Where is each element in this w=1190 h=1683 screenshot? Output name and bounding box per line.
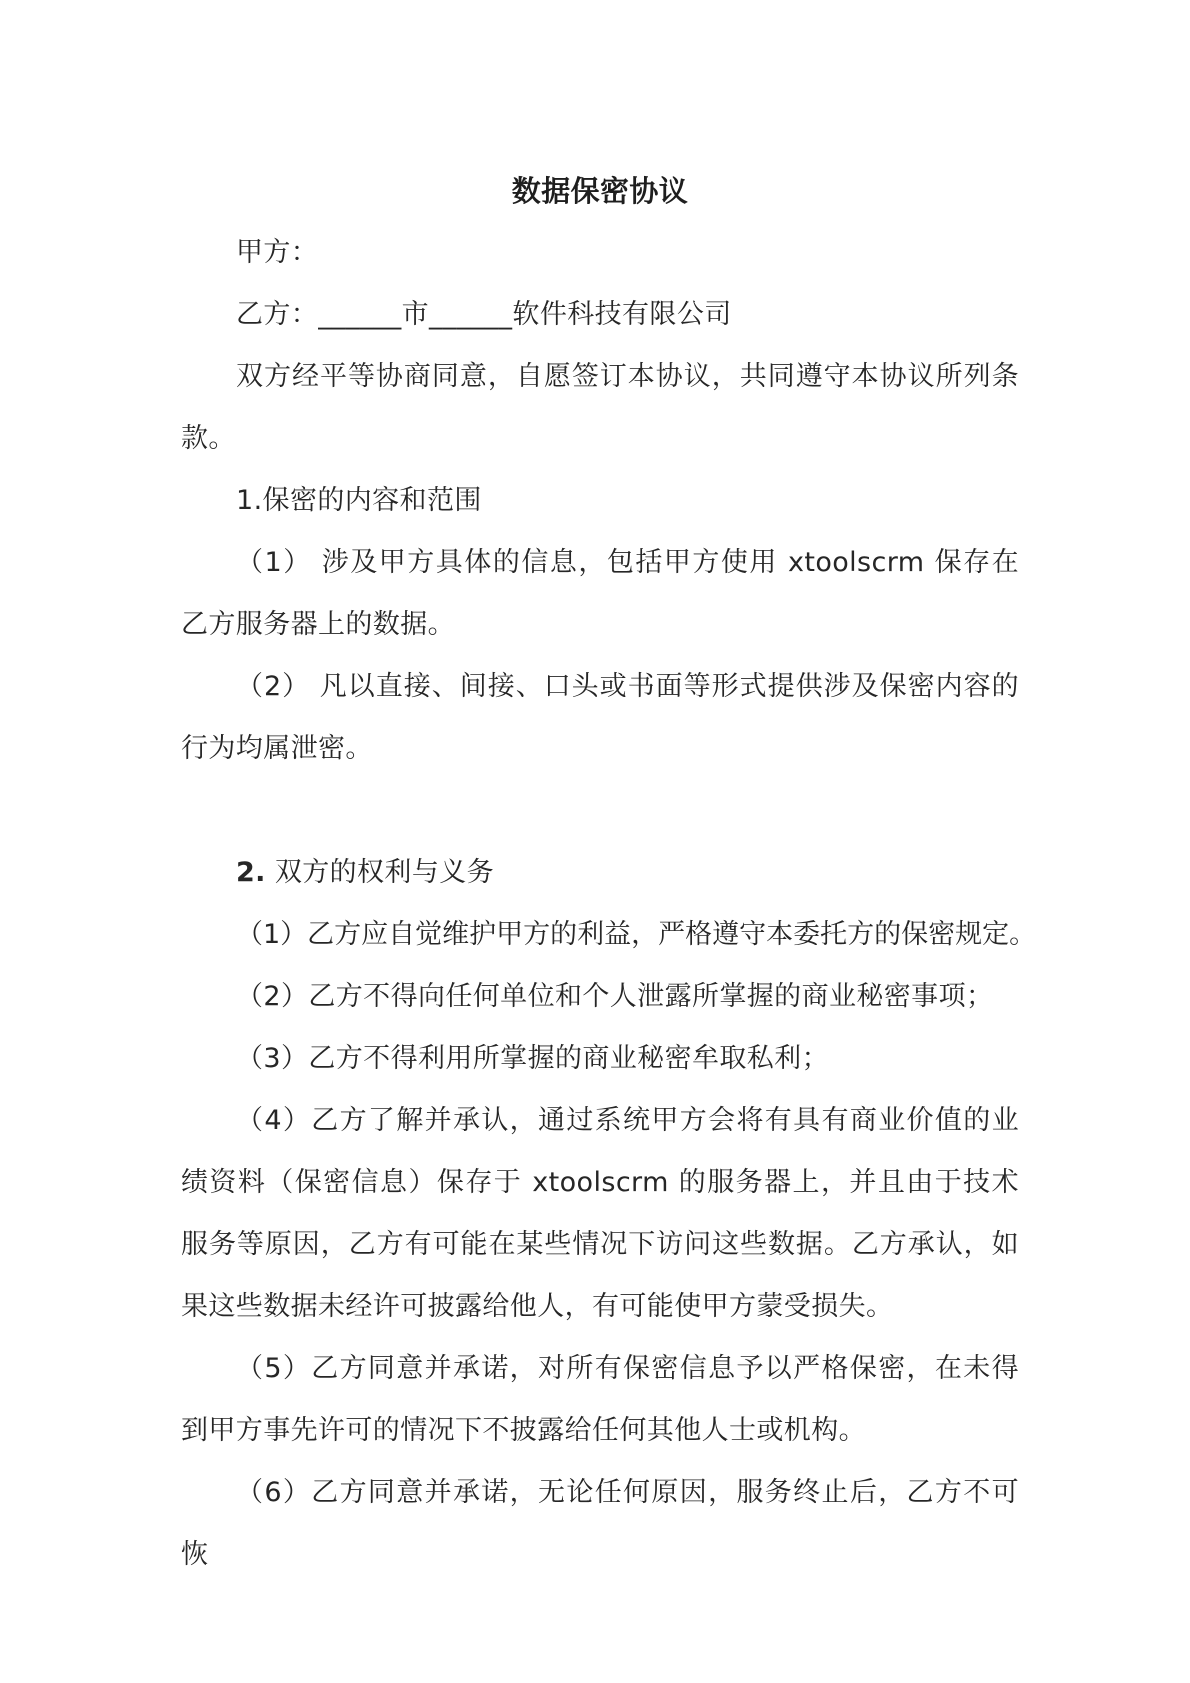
- section-2-item: （6）乙方同意并承诺，无论任何原因，服务终止后，乙方不可恢: [181, 1477, 1019, 1570]
- document-title: 数据保密协议: [511, 174, 689, 208]
- section-2-item: （1）乙方应自觉维护甲方的利益，严格遵守本委托方的保密规定。: [236, 919, 1037, 950]
- section-2-heading-text: 双方的权利与义务: [265, 857, 495, 888]
- section-2-item: （5）乙方同意并承诺，对所有保密信息予以严格保密，在未得到甲方事先许可的情况下不披露给任何其他人士或机构。: [181, 1353, 1019, 1446]
- party-b-line: [181, 284, 1019, 346]
- section-2-item: （2）乙方不得向任何单位和个人泄露所掌握的商业秘密事项；: [236, 981, 994, 1012]
- spacer: [181, 780, 1019, 842]
- party-b-blank-name: ______: [429, 299, 513, 330]
- party-b-city-label: 市: [401, 299, 430, 330]
- section-1-item: （1） 涉及甲方具体的信息，包括甲方使用 xtoolscrm 保存在乙方服务器上的数据。: [181, 547, 1019, 640]
- section-2-item: （4）乙方了解并承认，通过系统甲方会将有具有商业价值的业绩资料（保密信息）保存于 xtoolscrm 的服务器上，并且由于技术服务等原因，乙方有可能在某些情况下访问这些数据。乙方承认，如果这些数据未经许可披露给他人，有可能使甲方蒙受损失。: [181, 1105, 1019, 1322]
- party-b-company-label: 软件科技有限公司: [512, 299, 732, 330]
- section-2-number: 2.: [236, 857, 266, 888]
- section-2-heading: [181, 842, 1019, 904]
- section-1-heading: 1.保密的内容和范围: [236, 485, 482, 516]
- party-a-line: 甲方：: [236, 237, 319, 268]
- intro-paragraph: 双方经平等协商同意，自愿签订本协议，共同遵守本协议所列条款。: [181, 361, 1019, 454]
- document-body: [181, 160, 1037, 1586]
- party-b-prefix: 乙方：: [236, 299, 319, 330]
- party-b-blank-city: ______: [318, 299, 402, 330]
- section-2-item: （3）乙方不得利用所掌握的商业秘密牟取私利；: [236, 1043, 829, 1074]
- section-1-item: （2） 凡以直接、间接、口头或书面等形式提供涉及保密内容的行为均属泄密。: [181, 671, 1019, 764]
